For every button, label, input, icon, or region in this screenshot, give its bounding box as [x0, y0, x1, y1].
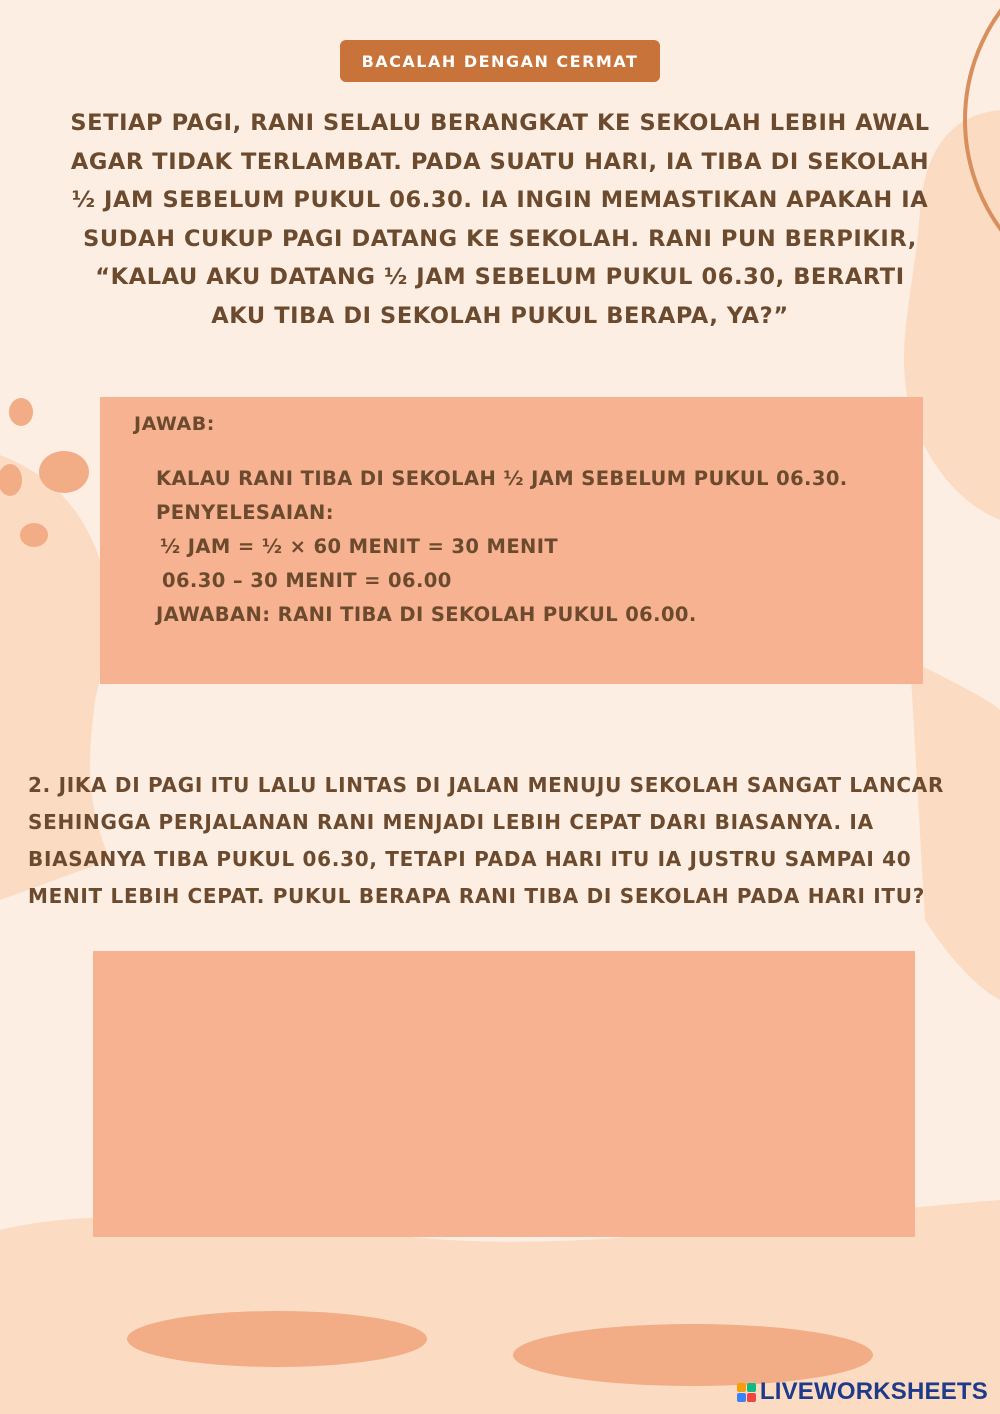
answer-line: JAWABAN: RANI TIBA DI SEKOLAH PUKUL 06.00.: [156, 603, 697, 626]
story-line: AGAR TIDAK TERLAMBAT. PADA SUATU HARI, IA TIBA DI SEKOLAH: [70, 148, 930, 175]
dot-small-1: [9, 398, 33, 426]
logo-square: [737, 1393, 746, 1402]
question-line: BIASANYA TIBA PUKUL 06.30, TETAPI PADA HARI ITU IA JUSTRU SAMPAI 40: [28, 847, 912, 871]
dot-large: [39, 451, 89, 493]
brand-text: LIVEWORKSHEETS: [759, 1378, 988, 1405]
question-line: 2. JIKA DI PAGI ITU LALU LINTAS DI JALAN MENUJU SEKOLAH SANGAT LANCAR: [28, 773, 945, 797]
question-line: MENIT LEBIH CEPAT. PUKUL BERAPA RANI TIBA DI SEKOLAH PADA HARI ITU?: [28, 884, 926, 908]
answer-line: PENYELESAIAN:: [156, 501, 334, 524]
answer-line: ½ JAM = ½ × 60 MENIT = 30 MENIT: [160, 535, 559, 558]
story-line: SETIAP PAGI, RANI SELALU BERANGKAT KE SEKOLAH LEBIH AWAL: [70, 110, 930, 136]
example-answer-box: [100, 397, 923, 684]
logo-square: [747, 1383, 756, 1392]
logo-square: [737, 1383, 746, 1392]
question-line: SEHINGGA PERJALANAN RANI MENJADI LEBIH CEPAT DARI BIASANYA. IA: [28, 810, 874, 834]
story-line: SUDAH CUKUP PAGI DATANG KE SEKOLAH. RANI PUN BERPIKIR,: [83, 225, 917, 252]
instruction-badge: [340, 40, 660, 82]
logo-square: [747, 1393, 756, 1402]
answer-line: 06.30 – 30 MENIT = 06.00: [162, 569, 452, 592]
answer-line: KALAU RANI TIBA DI SEKOLAH ½ JAM SEBELUM PUKUL 06.30.: [156, 467, 848, 490]
bottom-oval-right: [513, 1324, 873, 1386]
story-line: “KALAU AKU DATANG ½ JAM SEBELUM PUKUL 06.30, BERARTI: [95, 264, 905, 290]
liveworksheets-brand: [737, 1378, 988, 1406]
story-text: [60, 104, 940, 335]
story-line: ½ JAM SEBELUM PUKUL 06.30. IA INGIN MEMASTIKAN APAKAH IA: [71, 187, 929, 213]
liveworksheets-logo-icon: [737, 1383, 756, 1402]
question-2-text: [28, 767, 988, 915]
bottom-oval-left: [127, 1311, 427, 1367]
answer-input-area[interactable]: [93, 951, 915, 1237]
instruction-badge-label: BACALAH DENGAN CERMAT: [361, 51, 639, 71]
story-line: AKU TIBA DI SEKOLAH PUKUL BERAPA, YA?”: [211, 302, 789, 329]
answer-label: JAWAB:: [134, 413, 215, 435]
dot-small-3: [20, 523, 48, 547]
